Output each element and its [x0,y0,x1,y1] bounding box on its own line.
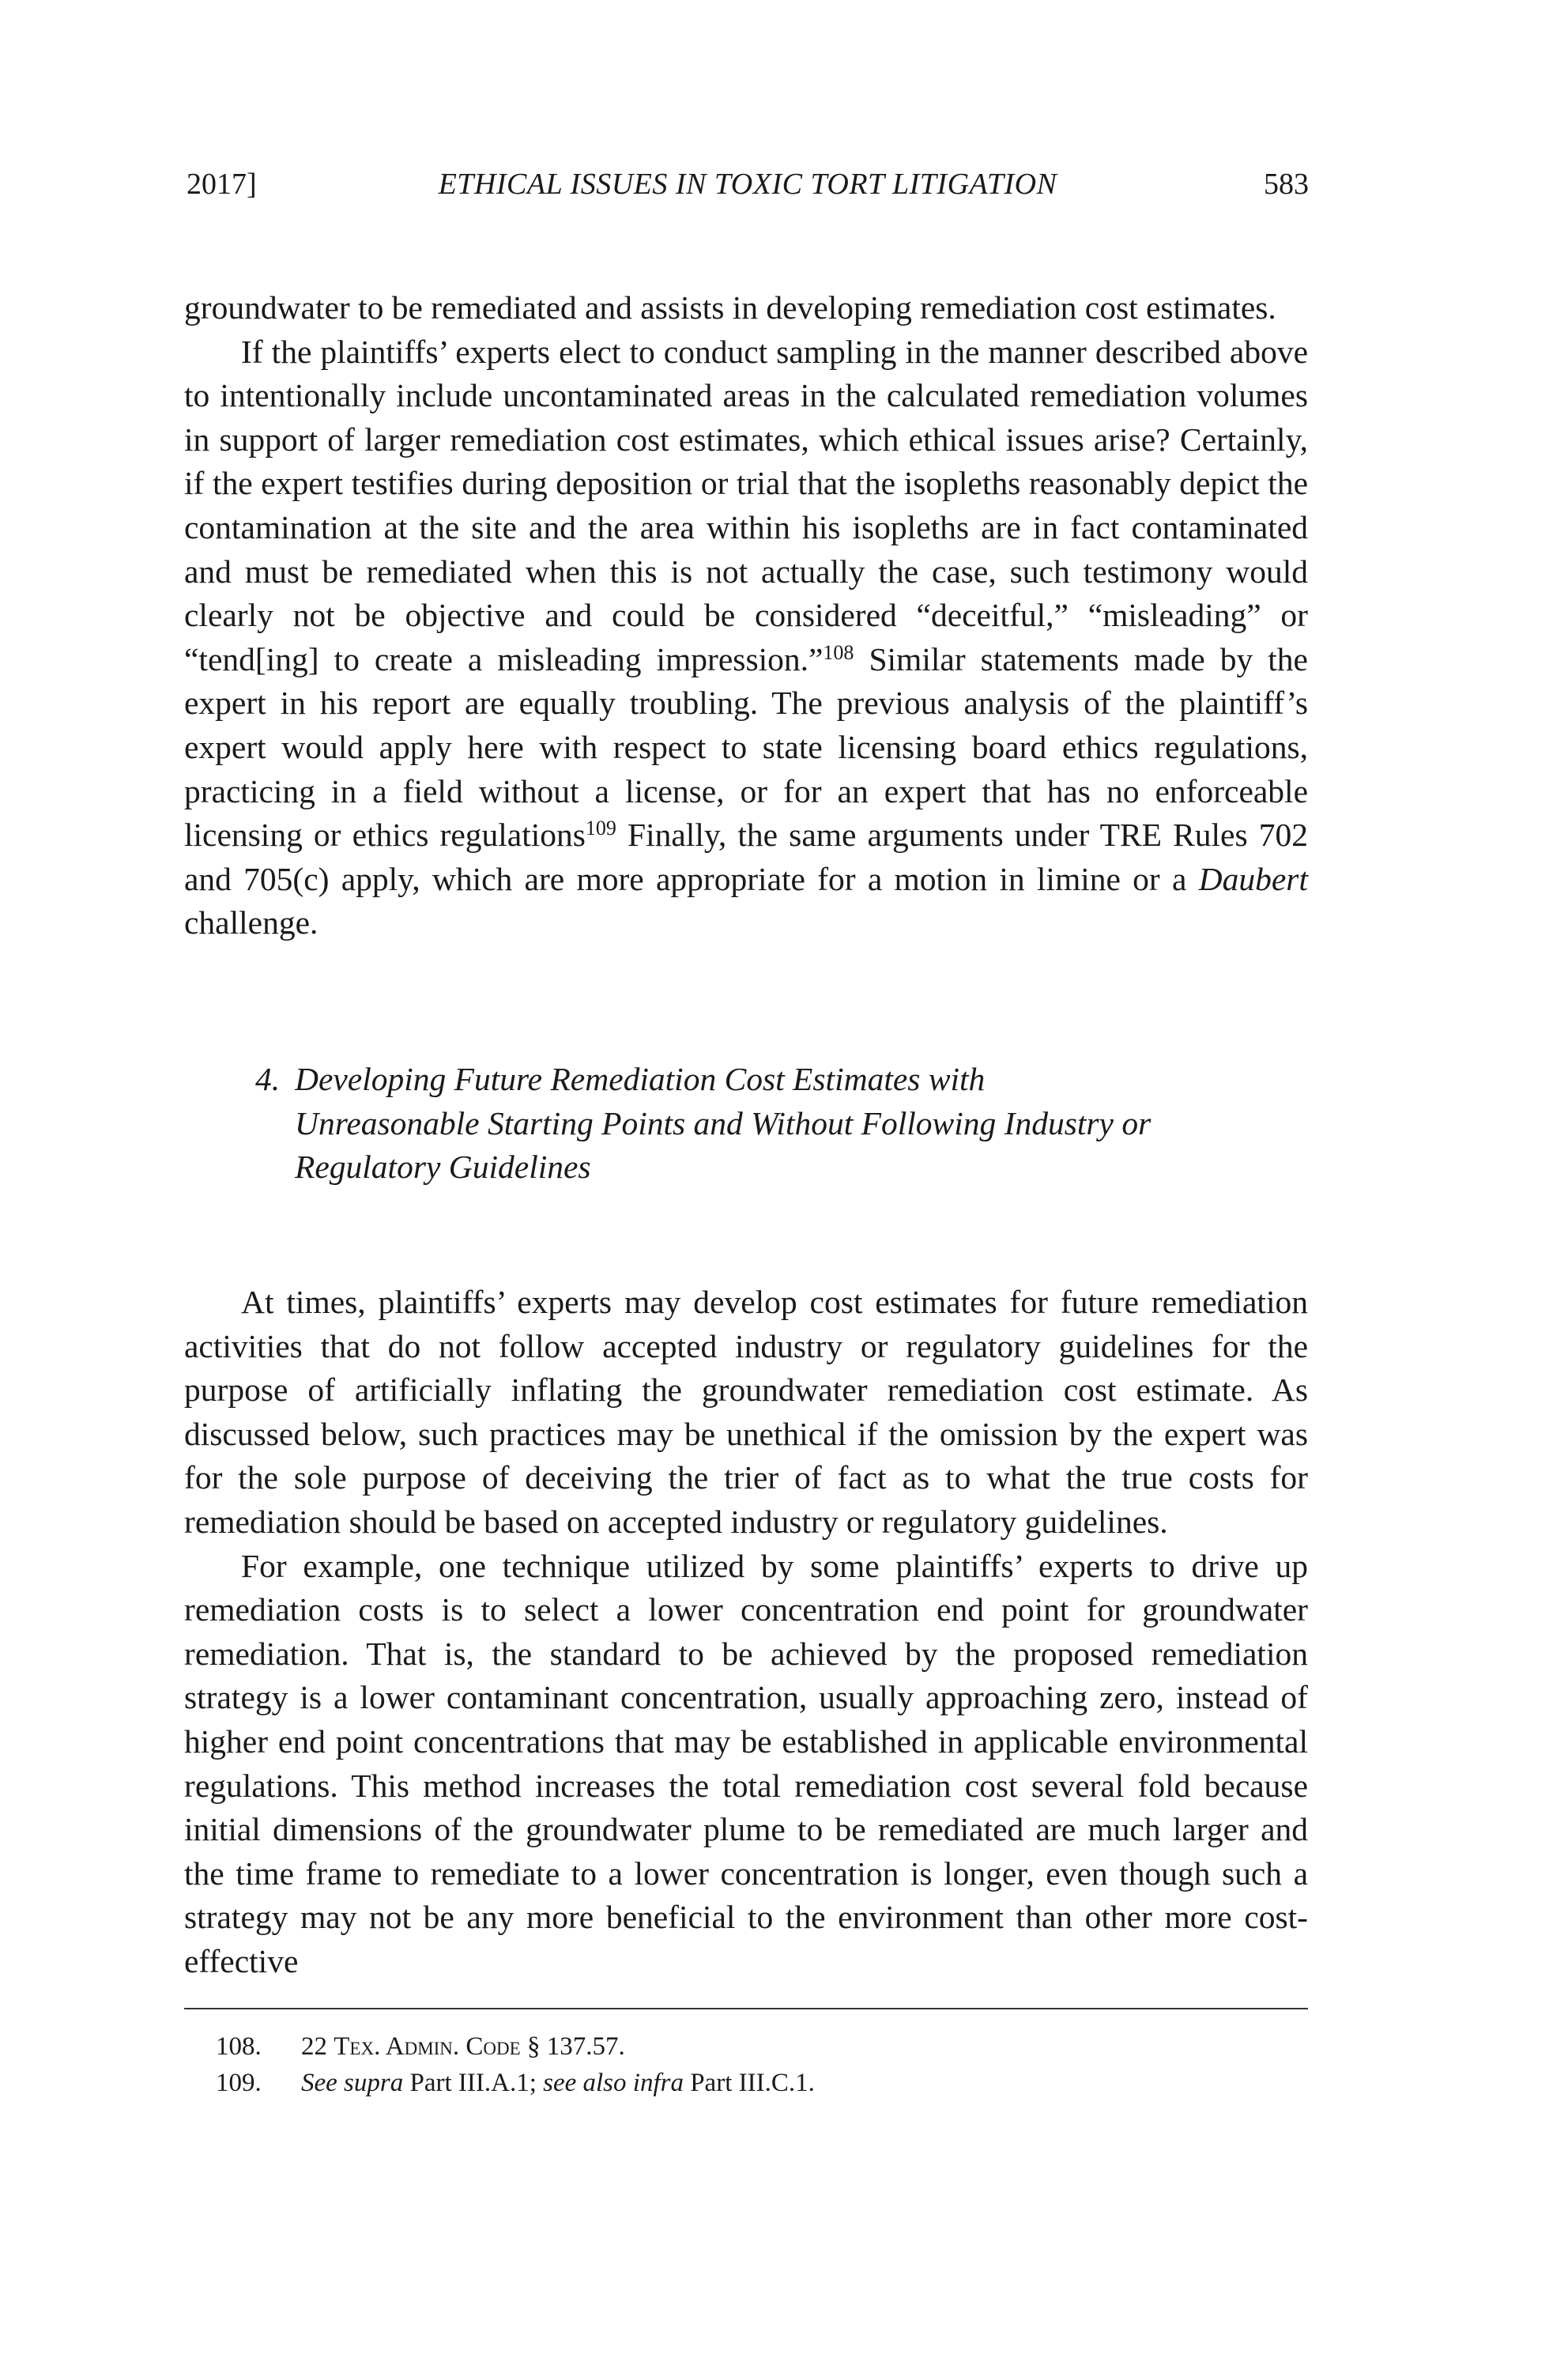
heading-line-3: Regulatory Guidelines [295,1149,591,1186]
heading-line-2: Unreasonable Starting Points and Without Following Industry or [295,1104,1152,1141]
paragraph-text: Finally, the same arguments under TRE Rules 702 and 705(c) apply, which are more appropriate for a motion in limine or a [184,817,1308,897]
footnote-number: 109. [216,2069,262,2097]
page-number: 583 [1264,168,1309,201]
footnote-ref-109[interactable]: 109 [585,817,616,840]
footnote-text [301,2065,815,2101]
heading-text: Developing Future Remediation Cost Estimates with [295,1061,986,1097]
signal-see-supra: See supra [301,2069,404,2097]
heading-number: 4. [255,1061,281,1097]
footnote-text-part: Part III.C.1. [683,2069,815,2097]
paragraph-text: If the plaintiffs’ experts elect to conduct sampling in the manner described above to intentionally include uncontaminated areas in the calculated remediation volumes in support of larger remediation cost estimates, which ethical issues arise? Certainly, if the expert testifies during deposition or trial that the isopleths reasonably depict the contamination at the site and the area within his isopleths are in fact contaminated and must be remediated when this is not actually the case, such testimony would clearly not be objective and could be considered “deceitful,” “misleading” or “tend[ing] to create a misleading impression.” [184,333,1308,677]
paragraph-ethical-issues [184,330,1308,945]
heading-line-1 [255,1058,1283,1102]
paragraph-at-times: At times, plaintiffs’ experts may develop cost estimates for future remediation activities that do not follow accepted industry or regulatory guidelines for the purpose of artificially inflating the groundwater remediation cost estimate. As discussed below, such practices may be unethical if the omission by the expert was for the sole purpose of deceiving the trier of fact as to what the true costs for remediation should be based on accepted industry or regulatory guidelines. [184,1284,1308,1540]
body-text-top [184,286,1308,945]
code-citation: Tex. Admin. Code [334,2032,521,2061]
footnote-number: 108. [216,2032,262,2061]
footnote-109 [184,2065,1308,2101]
footnote-divider [184,2008,1308,2009]
case-name: Daubert [1198,860,1308,897]
footnote-108 [184,2028,1308,2065]
running-title: ETHICAL ISSUES IN TOXIC TORT LITIGATION [438,168,1057,201]
volume-year: 2017] [187,168,257,201]
footnote-ref-108[interactable]: 108 [823,640,854,664]
footnote-text-part: Part III.A.1; [403,2069,544,2097]
running-head [187,164,1309,204]
footnote-text-part: § 137.57. [520,2032,625,2061]
paragraph-for-example: For example, one technique utilized by some plaintiffs’ experts to drive up remediation costs is to select a lower concentration end point for groundwater remediation. That is, the standard to be achieved by the proposed remediation strategy is a lower contaminant concentration, usually approaching zero, instead of higher end point concentrations that may be established in applicable environmental regulations. This method increases the total remediation cost several fold because initial dimensions of the groundwater plume to be remediated are much larger and the time frame to remediate to a lower concentration is longer, even though such a strategy may not be any more beneficial to the environment than other more cost-effective [184,1547,1308,1979]
signal-see-also-infra: see also infra [543,2069,684,2097]
footnote-text [301,2028,625,2065]
footnote-text-part: 22 [301,2032,334,2061]
paragraph-continued: groundwater to be remediated and assists in developing remediation cost estimates. [184,289,1276,326]
paragraph-text: challenge. [184,904,318,941]
body-text-bottom [184,1281,1308,1984]
footnotes [184,2028,1308,2101]
paragraph-text: Similar statements made by the expert in his report are equally troubling. The previous analysis of the plaintiff’s expert would apply here with respect to state licensing board ethics regulations, practicing in a field without a license, or for an expert that has no enforceable licensing or ethics regulations [184,640,1308,854]
section-heading [255,1058,1283,1190]
